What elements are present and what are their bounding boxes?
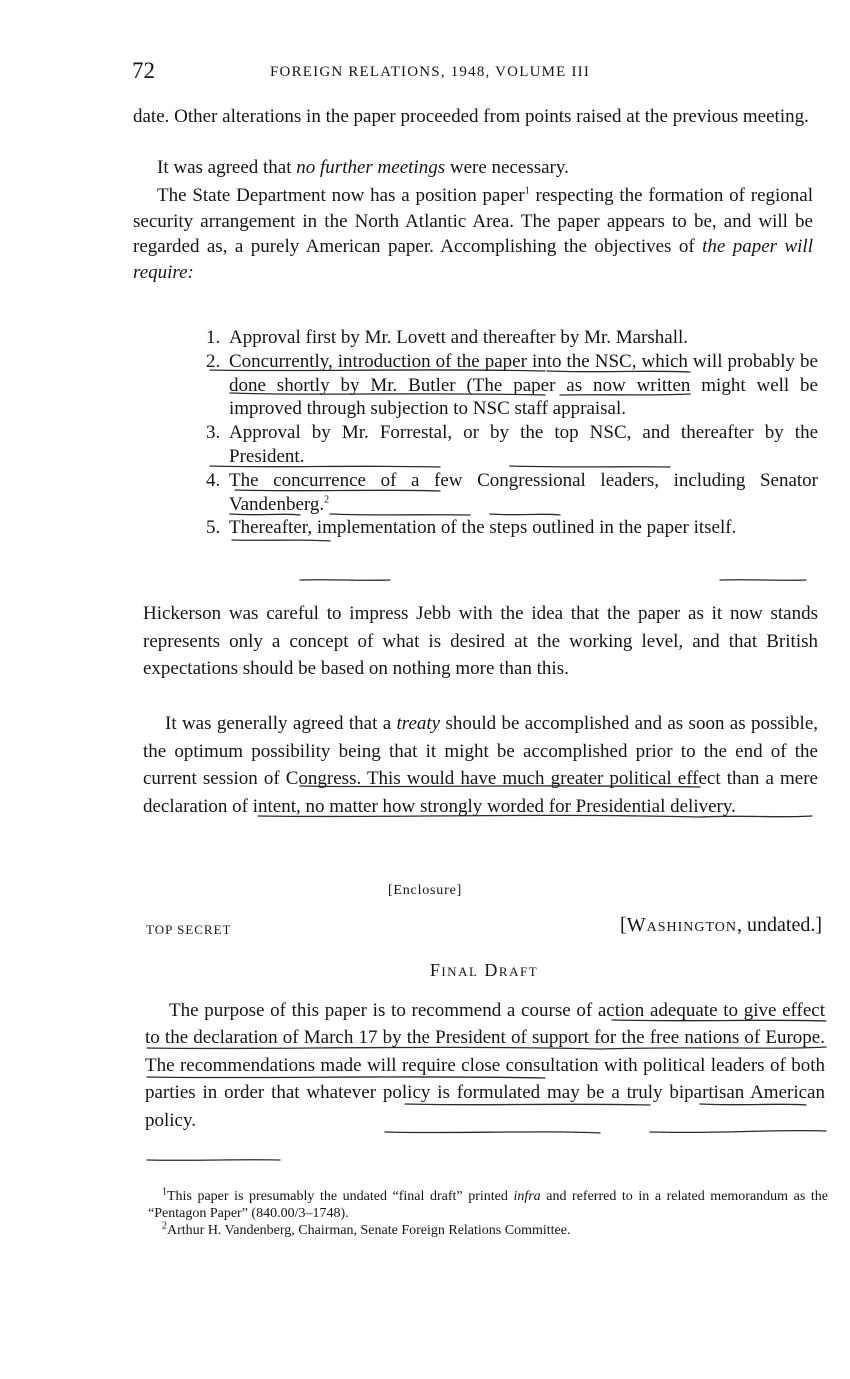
footnotes — [148, 1188, 828, 1239]
page-number: 72 — [132, 58, 155, 83]
list-item: 3. Approval by Mr. Forrestal, or by the top NSC, and thereafter by the President. — [206, 422, 818, 467]
steps-list — [178, 326, 818, 540]
list-item: 2. Concurrently, introduction of the paper into the NSC, which will probably be done shortly by Mr. Butler (The paper as now written might well be improved through subjection to NSC staff appraisal. — [206, 350, 818, 420]
footnote-ref-1[interactable]: 1 — [524, 185, 530, 197]
footnote-2: $^2$Arthur H. Vandenberg, Chairman, Senate Foreign Relations Committee. — [162, 1220, 571, 1238]
paragraph-position-paper: The State Department now has a position paper$^1$ respecting the formation of regional security arrangement in the North Atlantic Area. The paper appears to be, and will be regarded as, a purely American paper. Accomplishing the objectives of the paper will require: — [133, 185, 814, 283]
paragraph-treaty: It was generally agreed that a treaty should be accomplished and as soon as possible, the optimum possibility being that it might be accomplished prior to the end of the current session of Congress. This would have much greater political effect than a mere declaration of intent, no matter how strongly worded for Presidential delivery. — [143, 713, 818, 817]
paragraph-purpose: The purpose of this paper is to recommend a course of action adequate to give effect to the declaration of March 17 by the President of support for the free nations of Europe. The recommendations made will require close consultation with political leaders of both parties in order that whatever policy is formulated may be a truly bipartisan American policy. — [145, 1000, 825, 1131]
classification-marking: TOP SECRET — [146, 922, 232, 937]
list-item: 5. Thereafter, implementation of the steps outlined in the paper itself. — [206, 517, 737, 539]
list-item: 1. Approval first by Mr. Lovett and thereafter by Mr. Marshall. — [206, 327, 689, 348]
running-head — [132, 58, 812, 88]
list-item: 4. The concurrence of a few Congressional leaders, including Senator Vandenberg.$^2$ — [206, 469, 818, 515]
paragraph-hickerson: Hickerson was careful to impress Jebb with the idea that the paper as it now stands represents only a concept of what is desired at the working level, and that British expectations should be based on nothing more than this. — [143, 603, 818, 680]
enclosure-label: [Enclosure] — [387, 883, 463, 898]
paragraph-continuation: date. Other alterations in the paper proceeded from points raised at the previous meeting. — [133, 106, 809, 127]
running-title: FOREIGN RELATIONS, 1948, VOLUME III — [270, 64, 591, 80]
footnote-ref-2[interactable]: 2 — [324, 494, 330, 506]
paragraph-agreed: It was agreed that no further meetings were necessary. — [157, 157, 569, 178]
dateline: [Washington, undated.] — [620, 914, 822, 936]
footnote-1: $^1$This paper is presumably the undated “final draft” printed infra and referred to in a related memorandum as the “Pentagon Paper” (840.00/3–1748). — [148, 1186, 828, 1221]
section-heading: Final Draft — [429, 960, 539, 980]
